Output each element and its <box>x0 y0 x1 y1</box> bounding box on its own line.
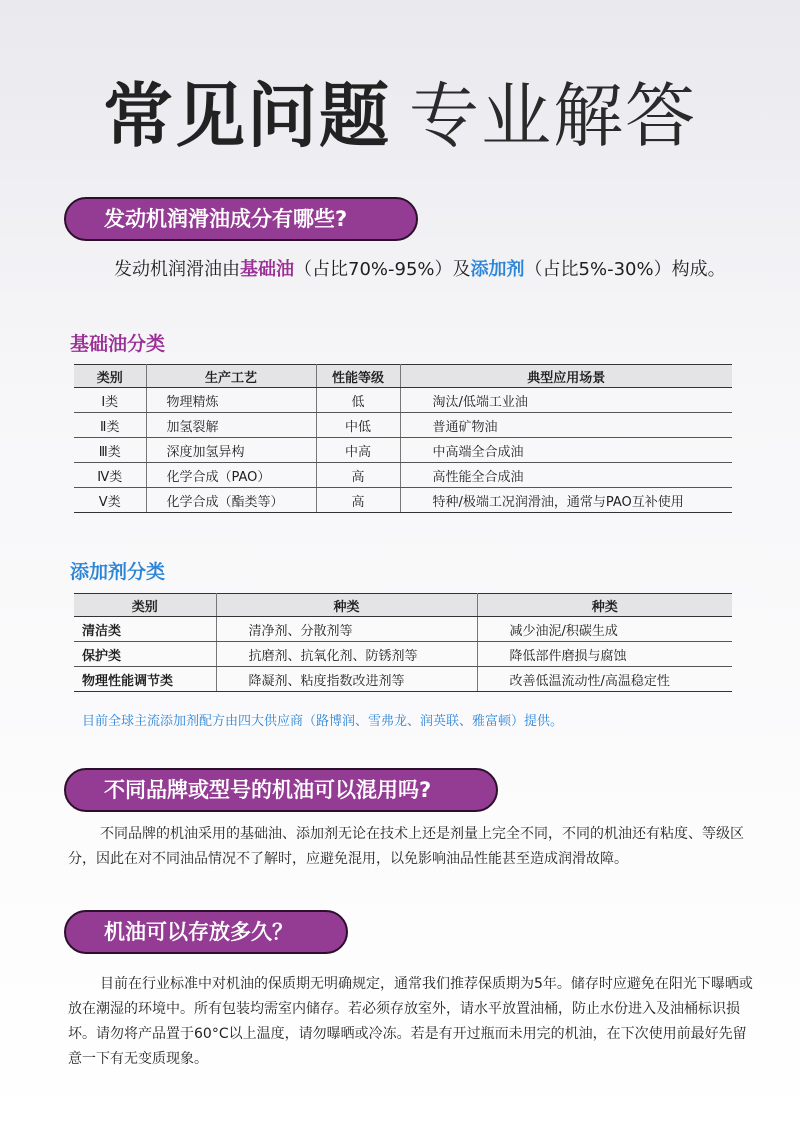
table-cell: 中高端全合成油 <box>400 438 732 463</box>
intro-text: （占比5%-30%）构成。 <box>524 259 726 280</box>
table-row <box>74 642 732 667</box>
table-cell: 高 <box>316 463 400 488</box>
table-row <box>74 617 732 642</box>
table-cell: Ⅲ类 <box>74 438 146 463</box>
table-header-row <box>74 594 732 617</box>
table-header: 类别 <box>74 365 146 388</box>
table-cell: Ⅱ类 <box>74 413 146 438</box>
table-header: 种类 <box>477 594 732 617</box>
additive-table <box>74 593 732 692</box>
table-cell: Ⅰ类 <box>74 388 146 413</box>
table-header: 性能等级 <box>316 365 400 388</box>
table-cell: 物理精炼 <box>146 388 316 413</box>
intro-text: （占比70%-95%）及 <box>294 259 471 280</box>
table-cell: 化学合成（PAO） <box>146 463 316 488</box>
table-cell: 清洁类 <box>74 617 216 642</box>
table-row <box>74 438 732 463</box>
table-cell: 淘汰/低端工业油 <box>400 388 732 413</box>
base-oil-heading: 基础油分类 <box>70 333 166 355</box>
table-cell: 深度加氢异构 <box>146 438 316 463</box>
table-cell: 减少油泥/积碳生成 <box>477 617 732 642</box>
table-cell: 降低部件磨损与腐蚀 <box>477 642 732 667</box>
table-header: 类别 <box>74 594 216 617</box>
table-cell: 物理性能调节类 <box>74 667 216 692</box>
intro-term-base-oil: 基础油 <box>240 259 294 280</box>
table-cell: 保护类 <box>74 642 216 667</box>
table-cell: 普通矿物油 <box>400 413 732 438</box>
q3-answer: 目前在行业标准中对机油的保质期无明确规定，通常我们推荐保质期为5年。储存时应避免在阳光下曝晒或放在潮湿的环境中。所有包装均需室内储存。若必须存放室外，请水平放置油桶，防止水份进入及油桶标识损坏。请勿将产品置于60°C以上温度，请勿曝晒或冷冻。若是有开过瓶而未用完的机油，在下次使用前最好先留意一下有无变质现象。 <box>68 976 753 1067</box>
table-cell: 特种/极端工况润滑油，通常与PAO互补使用 <box>400 488 732 513</box>
question-1-pill: 发动机润滑油成分有哪些? <box>64 197 418 241</box>
table-cell: 降凝剂、粘度指数改进剂等 <box>216 667 477 692</box>
table-cell: 高 <box>316 488 400 513</box>
table-cell: Ⅳ类 <box>74 463 146 488</box>
q1-intro <box>68 256 758 284</box>
question-3-pill: 机油可以存放多久？ <box>64 910 348 954</box>
additive-heading: 添加剂分类 <box>70 561 166 583</box>
table-cell: 中低 <box>316 413 400 438</box>
base-oil-table <box>74 364 732 513</box>
table-cell: 化学合成（酯类等） <box>146 488 316 513</box>
intro-term-additive: 添加剂 <box>470 259 525 280</box>
table-cell: 低 <box>316 388 400 413</box>
table-header: 典型应用场景 <box>400 365 732 388</box>
table-row <box>74 488 732 513</box>
table-cell: Ⅴ类 <box>74 488 146 513</box>
page-title <box>0 70 800 162</box>
table-cell: 高性能全合成油 <box>400 463 732 488</box>
question-2-pill: 不同品牌或型号的机油可以混用吗? <box>64 768 498 812</box>
table-cell: 加氢裂解 <box>146 413 316 438</box>
table-cell: 改善低温流动性/高温稳定性 <box>477 667 732 692</box>
additive-note: 目前全球主流添加剂配方由四大供应商（路博润、雪弗龙、润英联、雅富顿）提供。 <box>82 714 564 729</box>
table-cell: 抗磨剂、抗氧化剂、防锈剂等 <box>216 642 477 667</box>
table-row <box>74 463 732 488</box>
page-title-light: 专业解答 <box>409 75 697 157</box>
table-cell: 中高 <box>316 438 400 463</box>
intro-text: 发动机润滑油由 <box>114 259 240 280</box>
table-header: 生产工艺 <box>146 365 316 388</box>
page-title-bold: 常见问题 <box>103 75 391 157</box>
table-row <box>74 667 732 692</box>
q2-answer: 不同品牌的机油采用的基础油、添加剂无论在技术上还是剂量上完全不同，不同的机油还有粘度、等级区分，因此在对不同油品情况不了解时，应避免混用，以免影响油品性能甚至造成润滑故障。 <box>68 826 744 867</box>
table-header-row <box>74 365 732 388</box>
table-cell: 清净剂、分散剂等 <box>216 617 477 642</box>
table-row <box>74 388 732 413</box>
table-row <box>74 413 732 438</box>
table-header: 种类 <box>216 594 477 617</box>
